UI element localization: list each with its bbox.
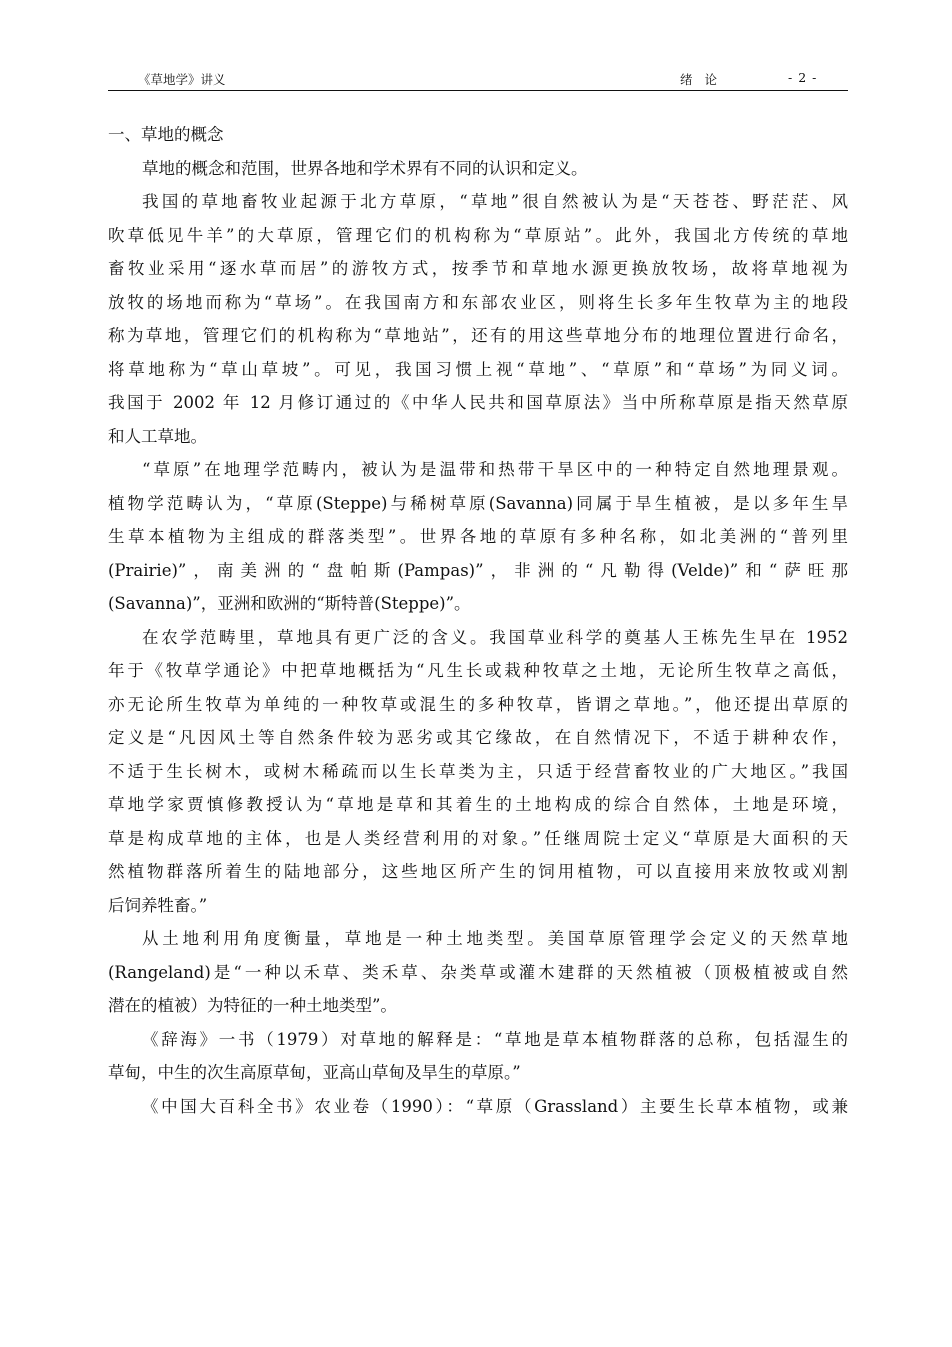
- header-chapter: 绪论: [680, 72, 730, 87]
- text-line: 草是构成草地的主体，也是人类经营利用的对象。”任继周院士定义“草原是大面积的天: [108, 828, 848, 848]
- text-line: (Rangeland)是“一种以禾草、类禾草、杂类草或灌木建群的天然植被（顶极植被或自然: [108, 962, 848, 982]
- section-heading: 一、草地的概念: [108, 125, 224, 144]
- text-line: 亦无论所生牧草为单纯的一种牧草或混生的多种牧草，皆谓之草地。”，他还提出草原的: [108, 694, 848, 714]
- page-header: [108, 68, 848, 91]
- text-line: 称为草地，管理它们的机构称为“草地站”，还有的用这些草地分布的地理位置进行命名，: [108, 326, 848, 345]
- text-line: 年于《牧草学通论》中把草地概括为“凡生长或栽种牧草之土地，无论所生牧草之高低，: [108, 661, 848, 680]
- body-text: [108, 118, 848, 1123]
- text-line: 然植物群落所着生的陆地部分，这些地区所产生的饲用植物，可以直接用来放牧或刈割: [108, 862, 848, 881]
- text-line: 植物学范畴认为，“草原(Steppe)与稀树草原(Savanna)同属于旱生植被，是以多年生旱: [108, 493, 848, 513]
- text-line: 吹草低见牛羊”的大草原，管理它们的机构称为“草原站”。此外，我国北方传统的草地: [108, 225, 848, 245]
- text-line: 草甸，中生的次生高原草甸，亚高山草甸及旱生的草原。”: [108, 1063, 521, 1082]
- text-line: 潜在的植被）为特征的一种土地类型”。: [108, 996, 397, 1015]
- text-line: 放牧的场地而称为“草场”。在我国南方和东部农业区，则将生长多年生牧草为主的地段: [108, 292, 848, 312]
- text-line: 在农学范畴里，草地具有更广泛的含义。我国草业科学的奠基人王栋先生早在 1952: [142, 627, 848, 647]
- header-title: 《草地学》讲义: [138, 72, 226, 87]
- text-line: (Savanna)”，亚洲和欧洲的“斯特普(Steppe)”。: [108, 594, 471, 613]
- text-line: 畜牧业采用“逐水草而居”的游牧方式，按季节和草地水源更换放牧场，故将草地视为: [108, 259, 848, 278]
- text-line: 后饲养牲畜。”: [108, 895, 208, 915]
- page-number: - 2 -: [788, 70, 818, 85]
- text-line: 《辞海》一书（1979）对草地的解释是：“草地是草本植物群落的总称，包括湿生的: [142, 1029, 848, 1049]
- text-line: 草地学家贾慎修教授认为“草地是草和其着生的土地构成的综合自然体，土地是环境，: [108, 795, 848, 814]
- text-line: 我国的草地畜牧业起源于北方草原，“草地”很自然被认为是“天苍苍、野茫茫、风: [142, 192, 848, 211]
- text-line: 从土地利用角度衡量，草地是一种土地类型。美国草原管理学会定义的天然草地: [142, 929, 848, 948]
- text-line: 我国于 2002 年 12 月修订通过的《中华人民共和国草原法》当中所称草原是指天然草原: [108, 393, 848, 412]
- text-line: 不适于生长树木，或树木稀疏而以生长草类为主，只适于经营畜牧业的广大地区。”我国: [108, 761, 848, 781]
- text-line: “草原”在地理学范畴内，被认为是温带和热带干旱区中的一种特定自然地理景观。: [142, 460, 848, 479]
- text-line: 将草地称为“草山草坡”。可见，我国习惯上视“草地”、“草原”和“草场”为同义词。: [108, 359, 848, 379]
- text-line: 《中国大百科全书》农业卷（1990）：“草原（Grassland）主要生长草本植物，或兼: [142, 1096, 848, 1116]
- text-line: 生草本植物为主组成的群落类型”。世界各地的草原有多种名称，如北美洲的“普列里: [108, 527, 848, 546]
- text-line: 定义是“凡因风土等自然条件较为恶劣或其它缘故，在自然情况下，不适于耕种农作，: [108, 728, 848, 747]
- text-line: 草地的概念和范围，世界各地和学术界有不同的认识和定义。: [142, 158, 588, 178]
- text-line: 和人工草地。: [108, 426, 207, 446]
- text-line: (Prairie)”，南美洲的“盘帕斯(Pampas)”，非洲的“凡勒得(Velde)”和“萨旺那: [108, 560, 848, 580]
